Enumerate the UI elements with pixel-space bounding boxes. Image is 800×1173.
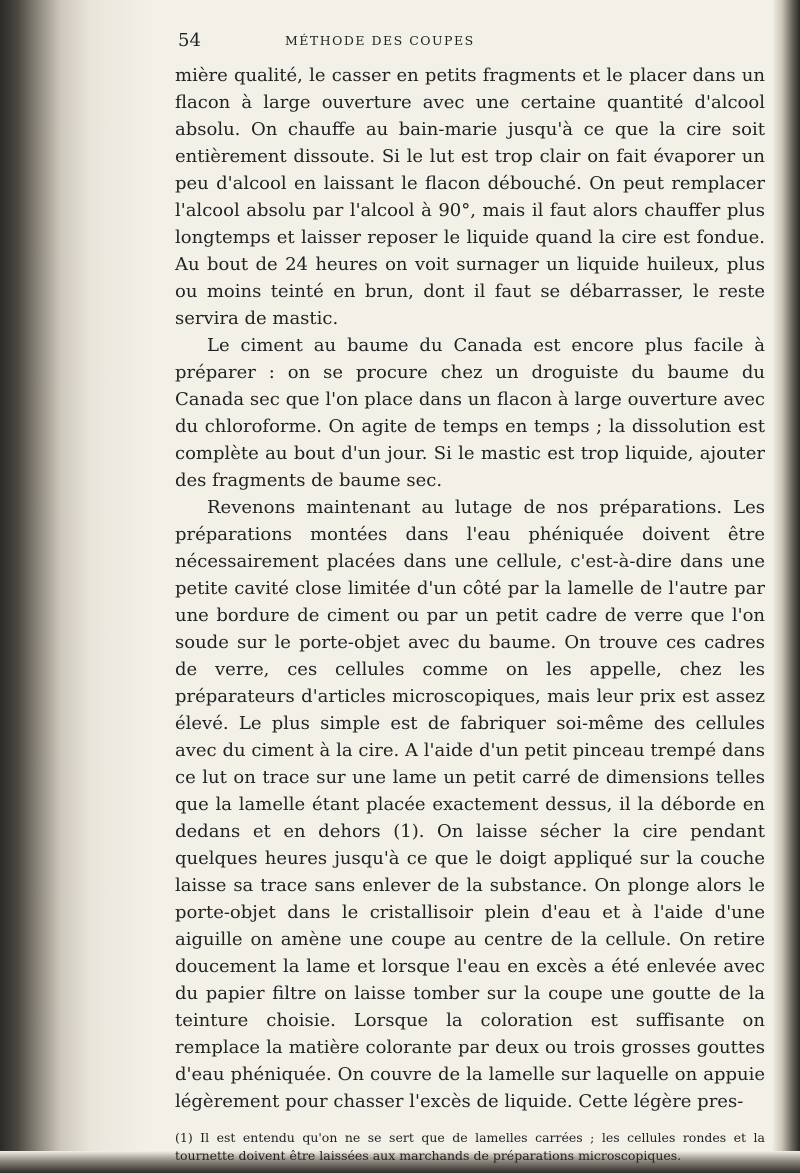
body-text [175, 62, 765, 1115]
paragraph-2: Le ciment au baume du Canada est encore plus facile à préparer : on se procure chez un droguiste du baume du Canada sec que l'on place dans un flacon à large ouverture avec du chloroforme. On agite de temps en temps ; la dissolution est complète au bout d'un jour. Si le mastic est trop liquide, ajouter des fragments de baume sec. [175, 335, 765, 491]
running-title: MÉTHODE DES COUPES [285, 33, 475, 48]
book-page [175, 30, 765, 1165]
page-number: 54 [178, 30, 201, 51]
paragraph-1: mière qualité, le casser en petits fragments et le placer dans un flacon à large ouverture avec une certaine quantité d'alcool absolu. On chauffe au bain-marie jusqu'à ce que la cire soit entièrement dissoute. Si le lut est trop clair on fait évaporer un peu d'alcool en laissant le flacon débouché. On peut remplacer l'alcool absolu par l'alcool à 90°, mais il faut alors chauffer plus longtemps et laisser reposer le liquide quand la cire est fondue. Au bout de 24 heures on voit surnager un liquide huileux, plus ou moins teinté en brun, dont il faut se débarrasser, le reste servira de mastic. [175, 65, 765, 329]
book-binding-shadow-left [0, 0, 150, 1173]
footnote: (1) Il est entendu qu'on ne se sert que de lamelles carrées ; les cellules rondes et la tournette doivent être laissées aux marchands de préparations microscopiques. [175, 1130, 765, 1163]
page-header [175, 30, 765, 58]
paragraph-3: Revenons maintenant au lutage de nos préparations. Les préparations montées dans l'eau phéniquée doivent être nécessairement placées dans une cellule, c'est-à-dire dans une petite cavité close limitée d'un côté par la lamelle de l'autre par une bordure de ciment ou par un petit cadre de verre que l'on soude sur le porte-objet avec du baume. On trouve ces cadres de verre, ces cellules comme on les appelle, chez les préparateurs d'articles microscopiques, mais leur prix est assez élevé. Le plus simple est de fabriquer soi-même des cellules avec du ciment à la cire. A l'aide d'un petit pinceau trempé dans ce lut on trace sur une lame un petit carré de dimensions telles que la lamelle étant placée exactement dessus, il la déborde en dedans et en dehors (1). On laisse sécher la cire pendant quelques heures jusqu'à ce que le doigt appliqué sur la couche laisse sa trace sans enlever de la substance. On plonge alors le porte-objet dans le cristallisoir plein d'eau et à l'aide d'une aiguille on amène une coupe au centre de la cellule. On retire doucement la lame et lorsque l'eau en excès a été enlevée avec du papier filtre on laisse tomber sur la coupe une goutte de la teinture choisie. Lorsque la coloration est suffisante on remplace la matière colorante par deux ou trois grosses gouttes d'eau phéniquée. On couvre de la lamelle sur laquelle on appuie légèrement pour chasser l'excès de liquide. Cette légère pres- [175, 497, 765, 1112]
page-edge-right [772, 0, 800, 1173]
